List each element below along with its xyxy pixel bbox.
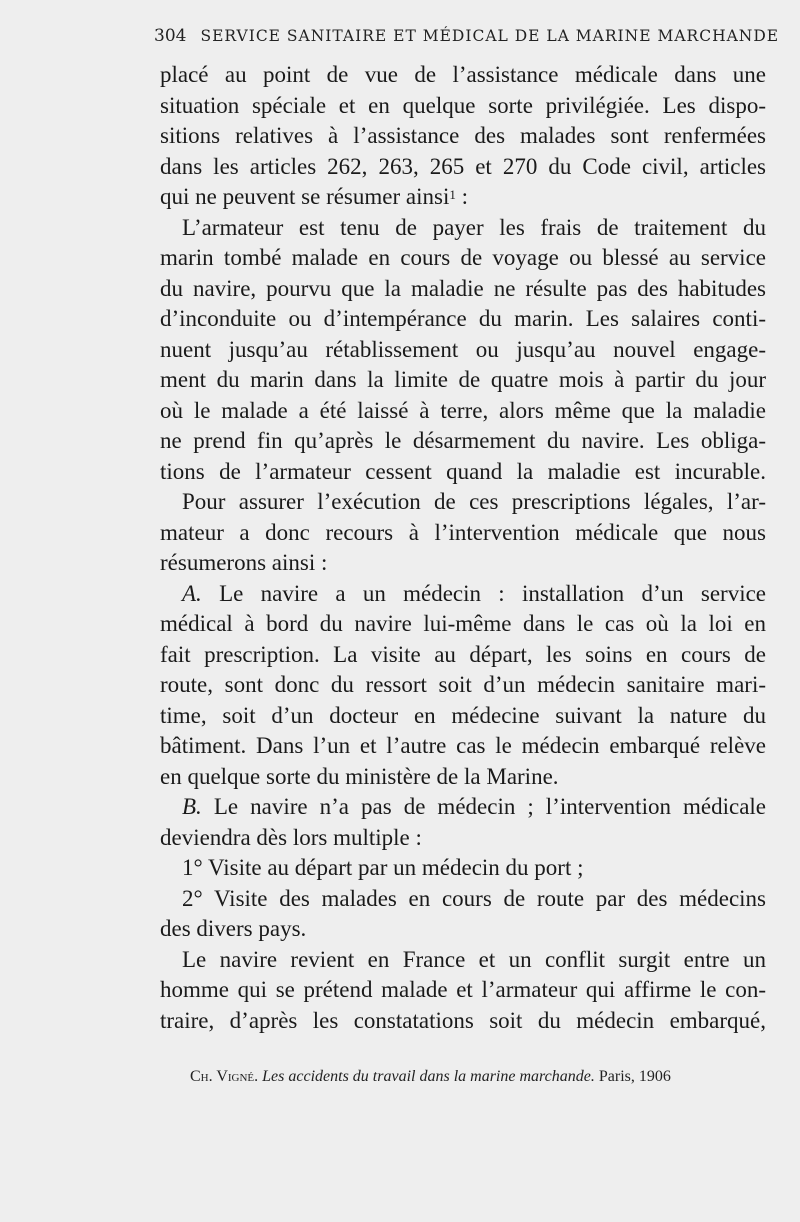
text-line: marin tombé malade en cours de voyage ou blessé au service xyxy=(160,245,766,270)
text-line: bâtiment. Dans l’un et l’autre cas le médecin embarqué relève xyxy=(160,733,766,758)
text-line-content: Le navire a un médecin : installation d’un service xyxy=(219,580,766,606)
text-line xyxy=(160,579,766,610)
text-line xyxy=(160,792,766,823)
text-line: homme qui se prétend malade et l’armateur qui affirme le con- xyxy=(160,977,766,1002)
running-header xyxy=(154,26,780,46)
text-line: deviendra dès lors multiple : xyxy=(160,824,422,850)
text-line: où le malade a été laissé à terre, alors même que la maladie xyxy=(160,397,766,423)
text-line: du navire, pourvu que la maladie ne résulte pas des habitudes xyxy=(160,275,766,301)
text-line: médical à bord du navire lui-même dans le cas où la loi en xyxy=(160,611,766,636)
footnote-title: Les accidents du travail dans la marine marchande. xyxy=(262,1068,595,1085)
text-line: en quelque sorte du ministère de la Marine. xyxy=(160,763,559,789)
text-line: dans les articles 262, 263, 265 et 270 du Code civil, articles xyxy=(160,153,766,179)
text-line: placé au point de vue de l’assistance médicale dans une xyxy=(160,62,766,87)
text-line: 2° Visite des malades en cours de route par des médecins xyxy=(182,885,766,911)
text-line: sitions relatives à l’assistance des malades sont renfermées xyxy=(160,123,766,148)
text-line: L’armateur est tenu de payer les frais de traitement du xyxy=(182,214,766,240)
running-title: SERVICE SANITAIRE ET MÉDICAL DE LA MARINE MARCHANDE xyxy=(200,27,780,45)
text-line: situation spéciale et en quelque sorte privilégiée. Les dispo- xyxy=(160,92,766,118)
text-line: Pour assurer l’exécution de ces prescriptions légales, l’ar- xyxy=(182,489,766,514)
text-line: Le navire revient en France et un conflit surgit entre un xyxy=(182,946,766,972)
text-line: des divers pays. xyxy=(160,916,307,941)
footnote xyxy=(190,1068,770,1086)
footnote-author: Ch. Vigné. xyxy=(190,1068,259,1085)
text-line: nuent jusqu’au rétablissement ou jusqu’au nouvel engage- xyxy=(160,336,766,362)
colon: : xyxy=(455,184,468,209)
text-line: 1° Visite au départ par un médecin du port ; xyxy=(182,855,584,880)
text-line: d’inconduite ou d’intempérance du marin. Les salaires conti- xyxy=(160,306,766,331)
text-line: traire, d’après les constatations soit du médecin embarqué, xyxy=(160,1007,766,1033)
text-line-content: Le navire n’a pas de médecin ; l’intervention médicale xyxy=(213,794,766,819)
text-line: fait prescription. La visite au départ, les soins en cours de xyxy=(160,641,766,667)
footnote-reference: 1 xyxy=(449,187,456,202)
section-marker-a: A. xyxy=(182,580,202,606)
footnote-place-year: Paris, 1906 xyxy=(598,1068,671,1085)
text-line: ment du marin dans la limite de quatre mois à partir du jour xyxy=(160,367,766,392)
body-text xyxy=(160,60,766,1036)
text-line-content: qui ne peuvent se résumer ainsi xyxy=(160,184,450,209)
page-number: 304 xyxy=(154,26,187,46)
text-line: ne prend fin qu’après le désarmement du navire. Les obliga- xyxy=(160,428,766,453)
text-line: time, soit d’un docteur en médecine suivant la nature du xyxy=(160,702,766,728)
text-line: résumerons ainsi : xyxy=(160,550,328,575)
section-marker-b: B. xyxy=(182,794,202,819)
text-line: route, sont donc du ressort soit d’un médecin sanitaire mari- xyxy=(160,672,766,697)
text-line xyxy=(160,182,766,213)
text-line: tions de l’armateur cessent quand la maladie est incurable. xyxy=(160,458,766,484)
text-line: mateur a donc recours à l’intervention médicale que nous xyxy=(160,519,766,545)
